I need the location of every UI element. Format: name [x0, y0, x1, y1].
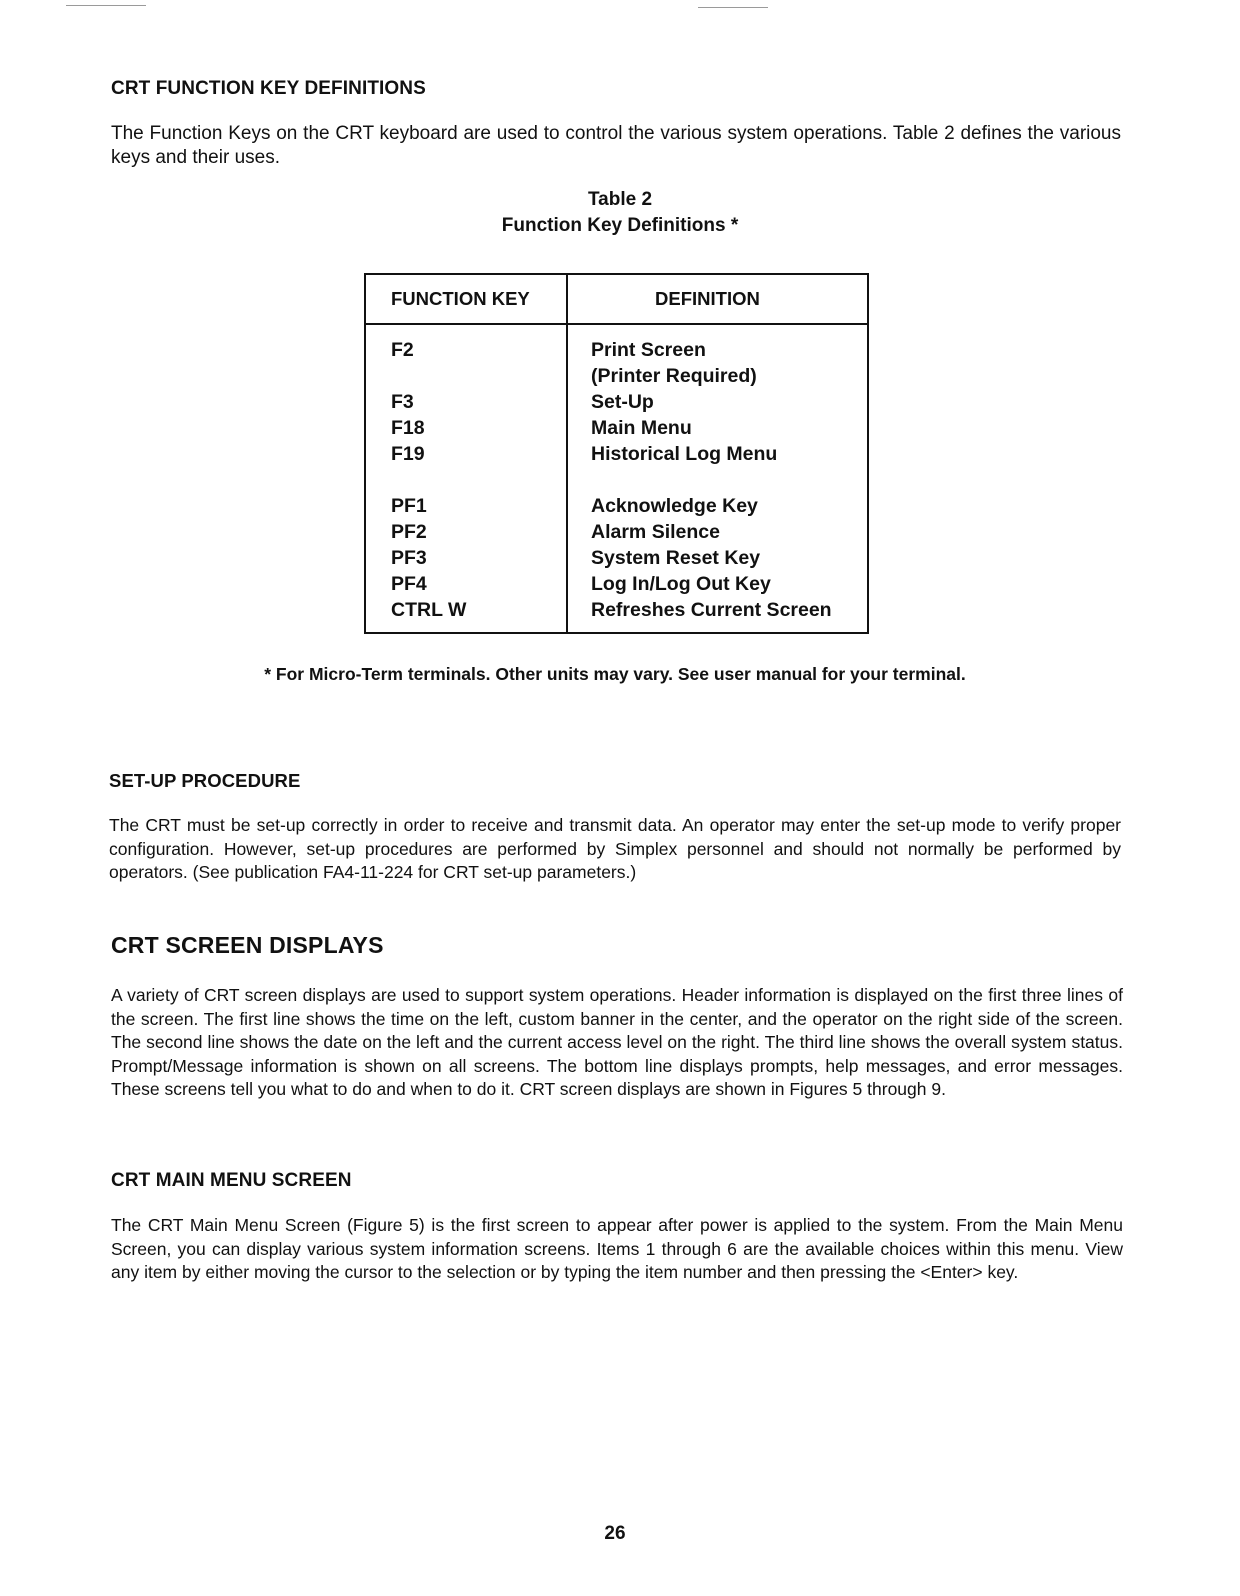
table-cell-key: F3	[391, 391, 414, 413]
table-number: Table 2	[587, 189, 653, 210]
main-menu-paragraph: The CRT Main Menu Screen (Figure 5) is the first screen to appear after power is applied to the system. From the Main Menu Screen, you can display various system information screens. Items 1 through 6 are the available choices within this menu. View any item by either moving the cursor to the selection or by typing the item number and then pressing the <Enter> key.	[111, 1215, 1123, 1282]
column-header-definition: DEFINITION	[655, 288, 760, 309]
table-cell-definition: Refreshes Current Screen	[591, 599, 832, 621]
setup-paragraph: The CRT must be set-up correctly in order to receive and transmit data. An operator may enter the set-up mode to verify proper configuration. However, set-up procedures are performed by Simplex personnel and should not normally be performed by operators. (See publication FA4-11-224 for CRT set-up parameters.)	[109, 815, 1121, 882]
table-cell-definition: Alarm Silence	[591, 521, 720, 543]
table-cell-key: F2	[391, 339, 414, 361]
function-key-column	[391, 337, 466, 623]
table-spacer	[391, 467, 466, 493]
table-spacer	[591, 467, 832, 493]
table-cell-key: F18	[391, 417, 425, 439]
table-cell-key: F19	[391, 443, 425, 465]
screen-displays-paragraph: A variety of CRT screen displays are used to support system operations. Header information is displayed on the first three lines of the screen. The first line shows the time on the left, custom banner in the center, and the operator on the right side of the screen. The second line shows the date on the left and the current access level on the right. The third line shows the overall system status. Prompt/Message information is shown on all screens. The bottom line displays prompts, help messages, and error messages. These screens tell you what to do and when to do it. CRT screen displays are shown in Figures 5 through 9.	[111, 985, 1123, 1099]
table-cell-key: PF1	[391, 495, 427, 517]
table-cell-key: PF3	[391, 547, 427, 569]
main-menu-heading: CRT MAIN MENU SCREEN	[111, 1170, 352, 1191]
table-cell-definition: Set-Up	[591, 391, 654, 413]
function-keys-heading: CRT FUNCTION KEY DEFINITIONS	[111, 78, 426, 99]
table-header-row	[366, 275, 867, 325]
table-cell-definition: Print Screen	[591, 339, 706, 361]
setup-heading: SET-UP PROCEDURE	[109, 770, 301, 791]
table-cell-definition: Historical Log Menu	[591, 443, 778, 465]
table-column-divider	[566, 275, 568, 632]
definition-column	[591, 337, 832, 623]
table-title: Function Key Definitions *	[501, 215, 739, 236]
table-cell-key: PF4	[391, 573, 427, 595]
table-cell-key: PF2	[391, 521, 427, 543]
column-header-function-key: FUNCTION KEY	[391, 288, 530, 309]
table-cell-definition: (Printer Required)	[591, 365, 757, 387]
function-key-table	[364, 273, 869, 634]
function-keys-paragraph: The Function Keys on the CRT keyboard are used to control the various system operations. Table 2 defines the various keys and their uses.	[111, 123, 1121, 168]
page-number: 26	[604, 1523, 626, 1544]
table-cell-definition: Main Menu	[591, 417, 692, 439]
table-cell-key: CTRL W	[391, 599, 467, 621]
table-cell-definition: Log In/Log Out Key	[591, 573, 771, 595]
table-footnote: * For Micro-Term terminals. Other units may vary. See user manual for your terminal.	[264, 664, 966, 684]
table-cell-definition: Acknowledge Key	[591, 495, 758, 517]
scan-artifact	[698, 7, 768, 8]
screen-displays-heading: CRT SCREEN DISPLAYS	[111, 932, 384, 958]
scan-artifact	[66, 5, 146, 6]
table-cell-definition: System Reset Key	[591, 547, 761, 569]
table-cell-key	[391, 363, 466, 389]
